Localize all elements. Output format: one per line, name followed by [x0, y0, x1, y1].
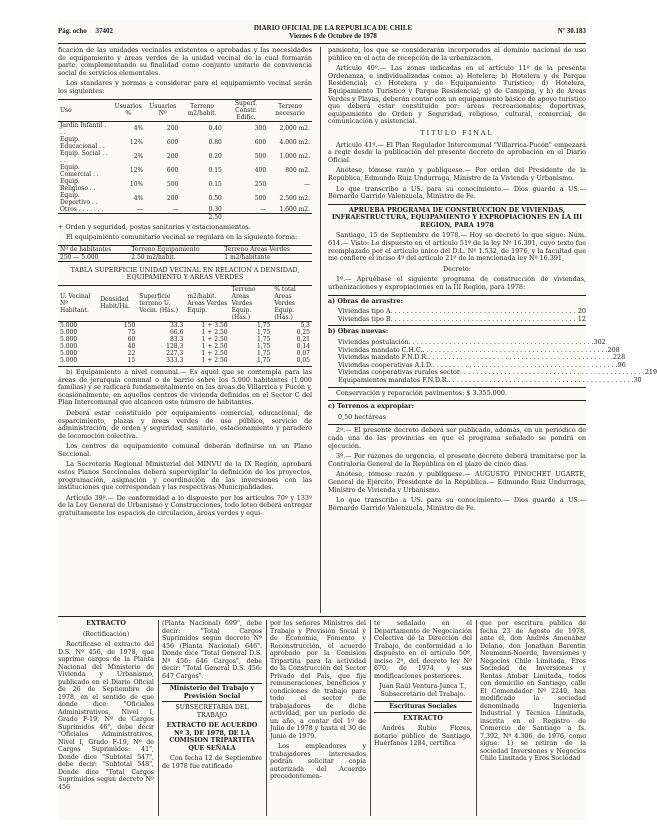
divider — [328, 204, 586, 205]
divider — [328, 424, 586, 425]
dot-leader: . . . . . . . . . . . . . . . . . . . . . . . . . . . . . . . . . . . . . . . . . . . . . . — [448, 375, 634, 384]
list-item-label: Viviendas cooperativas A.I.D. — [338, 360, 433, 369]
column-divider — [476, 620, 477, 816]
table-cell: 0,05 — [296, 356, 310, 364]
section-heading: Escrituras Sociales — [374, 701, 472, 713]
table-cell: 500 — [166, 181, 179, 189]
column-divider — [158, 620, 159, 816]
paragraph: b) Equipamiento a nivel comunal.— Es aquel que se contempla para las áreas de jerarquía comunal o de barrio sobre los 5.000 habitantes (1.000 familias) y se radicará fundamentalmente en las áreas de Villarrica y Pucón y, ocasionalmente, en aquellos centros de vivienda definidos en el Sector C del Plan Intercomunal que alcancen este número de habitantes. — [58, 367, 312, 407]
list-item-label: Viviendas cooperativas rurales sector — [338, 368, 460, 377]
divider — [328, 295, 586, 296]
paragraph: 1º.— Apruébase el siguiente programa de construcción de viviendas, urbanizaciones y expropiaciones en la III Región, para 1978: — [328, 275, 586, 292]
newspaper-page — [58, 20, 657, 820]
table-cell: 0,25 — [296, 328, 310, 336]
table-cell: 1.000 m2. — [279, 153, 310, 161]
list-item-value: 228 — [612, 353, 626, 362]
table-cell: 0.40 — [208, 125, 222, 133]
table-cell: 0.15 — [208, 167, 222, 175]
dot-leader: . . . . . . . . . . . . . . . . . . . . . . . . . . . . . . . . . . . . . . . . . . . . . . — [432, 360, 618, 369]
table-total-row: 2.50 — [58, 213, 312, 221]
ministry-heading: Ministerio del Trabajo y Previsión Social — [162, 683, 262, 702]
column-divider — [266, 620, 267, 816]
extract-title: EXTRACTO DE ACUERDO Nº 3, DE 1978, DE LA COMISION TRIPARTITA QUE SEÑALA — [166, 722, 258, 752]
table-cell: 500 — [254, 153, 267, 161]
paragraph: Artículo 40º.— Las zonas indicadas en el artículo 11º de la presente Ordenanza, e individualizadas como: a) Hotelera; b) Hotelera y de Parque Residencial; c) Hotelera y de Equipamiento Turístico; d) Hotelera, Equipamiento Turístico y Parque Residencial; g) de Camping, y h) de Areas Verdes y Playas, deberán contar con un equipamiento básico de apoyo turístico que deberá estar constituido por: áreas recreacionales; deportivas, equipamiento de Orden y Seguridad, religioso, cultural, comercial, de comunicación y asistencial. — [328, 64, 586, 126]
bottom-column-1 — [58, 620, 154, 816]
table-cell: — — [172, 205, 179, 213]
table-cell: Equip. Educacional . . — [60, 135, 105, 150]
table-cell: Equip. Comercial . . — [60, 163, 99, 178]
table-cell: 1,75 — [256, 328, 271, 336]
table-cell: 15 — [127, 356, 136, 364]
table-cell: 1,75 — [256, 335, 271, 343]
table-cell: 1 + 3.50 — [201, 321, 228, 329]
table-cell: — — [304, 181, 310, 189]
bottom-column-3 — [270, 620, 366, 816]
table-cell: 0.50 — [208, 195, 222, 203]
section-rule — [58, 616, 586, 617]
table-cell: 5.000 — [60, 335, 78, 343]
extract-title: EXTRACTO — [86, 620, 126, 627]
paragraph: Con fecha 12 de Septiembre de 1978 fue ratificado — [162, 755, 262, 770]
right-column — [328, 46, 657, 613]
table-cell: 2.500 m2. — [279, 195, 310, 203]
table-row — [58, 336, 312, 343]
table-row — [58, 357, 312, 364]
extract-subtitle: (Rectificación) — [82, 630, 130, 638]
table-cell: 0,21 — [296, 335, 310, 343]
table-cell: 5.000 — [60, 328, 78, 336]
table-cell: 5.000 — [60, 321, 78, 329]
list-item-label: Equipamientos mandatos F.N.D.R. — [338, 375, 449, 384]
paragraph: Santiago, 15 de Septiembre de 1978.— Hoy se decretó lo que sigue: Núm. 614.— Visto: Lo dispuesto en el artículo 51º de la ley Nº 16.391, cuyo texto fue reemplazado por el artículo único del D.L. Nº 1.532, de 1976, y la facultad que me confiere el inciso 4º del artículo 21º de la mencionada ley Nº 16.391, — [328, 231, 586, 263]
table-cell: 33.3 — [169, 321, 184, 329]
list-item-value: 30 — [633, 375, 642, 384]
equipment-standards-table — [58, 99, 312, 221]
table-cell: Equip. Social . . . . — [60, 149, 108, 164]
list-item — [338, 316, 586, 324]
table-cell: 250 — [254, 181, 267, 189]
density-table: U. Vecinal Nº Habitant. Densidad Habit/Há. Superficie terreno U. Vecin. (Hás.) m2/habit. Areas Verdes Equip. Terreno Areas Verdes Equip. (Hás.) % total Areas Verdes Equip. (Hás.) 5.000 150 33.3 1 + 3.50 1,75 5,3 5.000 75 66.6 1 + 2.50 1,75 0,25 5.000 60 83.3 1 + 2.50 1,75 0,21 5.000 40 128,3 1 + 2.50 1,75 0,14 5.000 22 227,3 1 + 2.50 1,75 0,07 5.000 15 333.3 1 + 2.50 1,75 0,05 — [60, 285, 310, 364]
table-cell: 1,75 — [256, 321, 271, 329]
table-cell: 128,3 — [166, 342, 184, 350]
list-item-value: 12 — [577, 314, 586, 323]
table-cell: 200 — [166, 153, 179, 161]
subheading: SUBSECRETARIA DEL TRABAJO — [175, 704, 249, 719]
paragraph: El equipamiento comunitario vecinal se regulará en la siguiente forma: — [66, 233, 298, 242]
table-cell: 83.3 — [169, 335, 184, 343]
list-item-label: Viviendas postulación — [338, 338, 409, 346]
dot-leader: . . . . . . . . . . . . . . . . . . . . . . . . . . . . . . . . . . . . . . . . . . . . . . — [459, 368, 645, 377]
table-cell: 75 — [127, 328, 136, 336]
table-cell: 0.30 — [208, 205, 222, 213]
table-row — [58, 178, 312, 192]
list-item-value: 219 — [644, 368, 657, 377]
table-row — [58, 192, 312, 206]
table-cell: 5.000 — [60, 342, 78, 350]
table-cell: — — [137, 205, 144, 213]
paragraph: Conservación y reparación pavimentos: $ 3.355.000. — [336, 388, 507, 397]
table-cell: 1 + 2.50 — [201, 342, 228, 350]
list-heading: c) Terrenos a expropiar: — [328, 402, 414, 411]
table-cell: 333.3 — [166, 356, 184, 364]
table-cell: 1 + 2.50 — [201, 349, 228, 357]
table-cell: 0,07 — [296, 349, 310, 357]
paragraph: te señalado en el Departamento de Negociación Colectiva de la Dirección del Trabajo, de conformidad a lo dispuesto en el artículo 50º, inciso 2º, del decreto ley Nº 670, de 1974, y sus modificaciones posteriores. — [374, 620, 472, 680]
table-cell: Equip. Religioso . . — [60, 177, 96, 192]
table-row — [58, 206, 312, 214]
paragraph: Los centros de equipamiento comunal deberán definirse en un Plano Seccional. — [58, 442, 312, 458]
table-cell: 800 m2. — [285, 167, 310, 175]
list-item-label: Viviendas mandato C.H.C. — [338, 345, 423, 354]
divider — [328, 400, 586, 401]
table-cell: 5.000 — [60, 349, 78, 357]
table-cell: 200 — [166, 125, 179, 133]
list-item-label: Viviendas mandato F.N.D.R. — [338, 353, 429, 362]
paragraph: Artículo 39º.— De conformidad a lo dispuesto por los artículos 70º y 133º de la Ley General de Urbanismo y Construcciones, todo loteo deberá entregar gratuitamente los espacios de circulación, áreas verdes y equi- — [58, 493, 313, 518]
table-cell: 500 — [254, 195, 267, 203]
table-row — [58, 321, 312, 329]
dot-leader: . . . . . . . . . . . . . . . . . . . . . . . . . . . . . . . . . . . . . . . . . . . . . . — [390, 307, 576, 316]
extract-title: EXTRACTO — [403, 714, 443, 722]
paragraph: 0,50 hectáreas — [338, 412, 387, 421]
table-cell: 150 — [123, 321, 136, 329]
table-cell: 4% — [133, 125, 144, 133]
issue-number: Nº 30.183 — [557, 27, 586, 35]
paragraph: Andrés Rubio Flores, notario público de Santiago, Huérfanos 1284, certifica — [374, 725, 472, 747]
list-item-value: 96 — [617, 360, 626, 369]
table-cell: 22 — [127, 349, 136, 357]
table-row — [58, 350, 312, 357]
table-cell: 600 — [254, 139, 267, 147]
table-cell: 0.80 — [208, 139, 222, 147]
left-column — [58, 47, 312, 613]
column-divider — [320, 47, 321, 613]
dot-leader: . . . . . . . . . . . . . . . . . . . . . . . . . . . . . . . . . . . . . . . . . . . . . . — [428, 353, 613, 362]
paragraph: ficación de las unidades vecinales existentes o aprobadas y las necesidades de equipamiento y áreas verdes de la unidad vecinal de la cual formarán parte, complementando su finalidad como conjunto unitario de convivencia social de servicios elementales. — [58, 46, 312, 77]
table-cell: 1,75 — [256, 342, 271, 350]
section-heading: TITULO FINAL — [420, 128, 494, 137]
table-cell: 600 — [166, 167, 179, 175]
list-item-label: Viviendas tipo A — [338, 307, 391, 316]
note: + Orden y seguridad, postas sanitarias y estacionamientos. — [58, 222, 251, 231]
header-rule — [58, 43, 586, 44]
table-row — [58, 121, 312, 136]
list-heading: b) Obras nuevas: — [328, 327, 389, 336]
paragraph: Artículo 41º.— El Plan Regulador Intercomunal "Villarrica-Pucón" empezará a regir desde la publicación del presente decreto de aprobación en el Diario Oficial. — [328, 140, 586, 164]
table-cell: 2% — [133, 153, 144, 161]
dot-leader: . . . . . . . . . . . . . . . . . . . . . . . . . . . . . . . . . . . . . . . . . . . . . . — [408, 338, 594, 346]
publication-title: DIARIO OFICIAL DE LA REPUBLICA DE CHILE Viernes 6 de Octubre de 1978 — [218, 24, 448, 40]
paragraph: por los señores Ministros del Trabajo y Previsión Social y de Economía, Fomento y Reconstrucción, el acuerdo aprobado por la Comisión Tripartita para la actividad de la Construcción del Sector Privado del País, que fija remuneraciones, beneficios y condiciones de trabajo para todo el sector de trabajadores de dicha actividad, por un período de un año, a contar del 1º de Julio de 1978 y hasta el 30 de Junio de 1979. — [270, 620, 366, 740]
signature: Juan Raúl Ventura-Junca T., Subsecretario del Trabajo. — [379, 683, 467, 698]
table-cell: 5.000 — [60, 356, 78, 364]
table-cell: 5,3 — [300, 321, 310, 329]
bottom-column-5 — [480, 620, 586, 816]
paragraph: La Secretaría Regional Ministerial del MINVU de la IX Región, aprobará estos Planos Seccionales deberá supervigilar la definición de los proyectos, programación, asignación y coordinación de las inversiones con las instituciones que correspondan y las respectivas Municipalidades. — [58, 460, 312, 492]
table-cell: 400 — [254, 167, 267, 175]
community-equipment-table: Nº de habitantes Terreno Equipamiento Terreno Areas Verdes 250 — 5.000 2.50 m2/habit. 1 m2/habitante — [58, 245, 312, 262]
table-header-row: Uso Usuarios % Usuarios Nº Terreno m2/habit. Superf. Constr. Edific. Terreno necesario — [58, 99, 312, 121]
paragraph: pamiento, los que se considerarán incorporados al dominio nacional de uso público en el acta de recepción de la urbanización. — [328, 46, 586, 62]
paragraph: Deberá estar constituido por equipamiento comercial, educacional, de esparcimiento, plazas y áreas verdes de uso público, servicio de administración, de orden y seguridad, sanitario, estacionamiento y paradero de locomoción colectiva. — [58, 408, 312, 440]
table-cell: 1.600 m2. — [279, 205, 310, 213]
dot-leader: . . . . . . . . . . . . . . . . . . . . . . . . . . . . . . . . . . . . . . . . . . . . . . — [422, 345, 608, 354]
list-item-value: 208 — [607, 345, 620, 354]
table-row — [58, 343, 312, 350]
bottom-column-4 — [374, 620, 472, 816]
table-row — [58, 150, 312, 164]
paragraph: Los empleadores y trabajadores interesados podrán solicitar copia autorizada del Acuerdo precedentemen- — [270, 743, 366, 780]
dot-leader: . . . . . . . . . . . . . . . . . . . . . . . . . . . . . . . . . . . . . . . . . . . . . . — [390, 314, 576, 323]
paragraph: Lo que transcribo a US. para su conocimiento.— Dios guarde a US.— Bernardo Garrido Valenzuela, Ministro de Fe. — [328, 184, 586, 201]
table-cell: 10% — [129, 181, 144, 189]
table-cell: 1 + 2.50 — [201, 335, 228, 343]
table-row — [58, 164, 312, 178]
paragraph: 3º.— Por razones de urgencia, el presente decreto deberá tramitarse por la Contraloría General de la República en el plazo de cinco días. — [328, 452, 586, 468]
list-item — [338, 375, 642, 385]
table-cell: 12% — [129, 167, 144, 175]
table-cell: 12% — [129, 139, 144, 147]
divider — [58, 366, 312, 367]
table-cell: 60 — [127, 335, 136, 343]
list-item-label: Viviendas tipo B — [338, 314, 391, 323]
table-cell: 66.6 — [169, 328, 184, 336]
table-cell: 300 — [254, 125, 267, 133]
table-cell: Equip. Deportivo . . — [60, 191, 98, 206]
paragraph: Lo que transcribo a US. para su conocimiento.— Dios guarde a US.— Bernardo Garrido Valenzuela, Ministro de Fe. — [328, 496, 586, 512]
page-header — [58, 24, 586, 42]
table-cell: 0.15 — [208, 181, 222, 189]
table-cell: 4.000 m2. — [279, 139, 310, 147]
paragraph: Rectificase el extracto del D.S. Nº 456, de 1978, que suprime cargos de la Planta Nacional del Ministerio de Vivienda y Urbanismo, publicado en el Diario Oficial de 26 de Septiembre de 1978, en el sentido de que donde dice: "Oficiales Administrativos, Nivel I, Grado F-19, Nº de Cargos Suprimidos 46", debe decir "Oficiales Administrativos, Nivel I, Grado F-19, Nº de Cargos Suprimidos: 41", Donde dice "Subtotal 547", debe decir: "Subtotal 548", Donde dice "Total Cargos Suprimidos según decreto Nº 456 — [58, 641, 154, 791]
table-cell: — — [260, 205, 267, 213]
paragraph: Anótese, tómese razón y publíquese.— AUGUSTO PINOCHET UGARTE, General de Ejército, Presidente de la República.— Edmundo Ruiz Undurraga, Ministro de Vivienda y Urbanismo. — [328, 470, 586, 494]
table-cell: 2.000 m2. — [279, 125, 310, 133]
list-item-value: 302 — [593, 338, 606, 346]
list-heading: a) Obras de arrastre: — [328, 296, 403, 305]
list-item-value: 20 — [577, 307, 586, 316]
bottom-column-2 — [162, 620, 262, 816]
table-cell: 0,14 — [296, 342, 310, 350]
table-cell: 4% — [133, 195, 144, 203]
table-cell: 1 + 2.50 — [201, 328, 228, 336]
table-cell: 227,3 — [166, 349, 184, 357]
table-cell: 0.20 — [208, 153, 222, 161]
issue-date: Viernes 6 de Octubre de 1978 — [289, 32, 377, 40]
table-row — [58, 329, 312, 336]
divider — [328, 387, 586, 388]
table-cell: 200 — [166, 195, 179, 203]
table-cell: 1,75 — [256, 349, 271, 357]
decree-heading: APRUEBA PROGRAMA DE CONSTRUCCION DE VIVIENDAS, INFRAESTRUCTURA, EQUIPAMIENTO Y EXPROPIACIONES EN LA III REGION, PARA 1978 — [331, 205, 583, 229]
paragraph: que por escritura pública de fecha 23 de Agosto de 1978, ante él, don Andrés Amenábar Delano, don Jonathan Barentin Neumann-Noerde, Inversiones y Negocios Chile Limitada, Eros Sociedad de Inversiones y Rentas Ambar Limitada, todos con domicilio en Santiago, calle El Comendador Nº 2240, han modificado la sociedad denominada Ingeniería Industrial y Técnica Limitada, inscrita en el Registro de Comercio de Santiago a fs. 7.392, Nº 4.306, de 1976, como sigue: 1) se retiran de la sociedad Inversiones y Negocios Chile Limitada y Eros Sociedad — [480, 620, 586, 762]
table-row — [58, 136, 312, 150]
table-cell: Otros . . . . . . . — [60, 205, 104, 213]
column-divider — [370, 620, 371, 816]
table-cell: Jardín Infantil . . . — [60, 121, 107, 136]
table-cell: 1 + 2.50 — [201, 356, 228, 364]
table-cell: 600 — [166, 139, 179, 147]
paragraph: 2º.— El presente decreto deberá ser publicado, además, en un periódico de cada una de las provincias en que el programa señalado se pondrá en ejecución. — [328, 426, 586, 450]
divider — [328, 325, 586, 326]
table-cell: 40 — [127, 342, 136, 350]
paragraph: Anótese, tómese razón y publíquese.— Por orden del Presidente de la República, Edmundo Ruiz Undurraga, Ministro de la Vivienda y Urbanismo. — [328, 166, 586, 182]
table-title: TABLA SUPERFICIE UNIDAD VECINAL EN RELACION A DENSIDAD, EQUIPAMIENTO Y AREAS VERDES — [70, 265, 300, 282]
page-number: Pág. ocho 37402 — [58, 27, 114, 35]
paragraph: (Planta Nacional) 699", debe decir: "Total Cargos Suprimidos según decreto Nº 456 (Planta Nacional) 646". Donde dice "Total General D.S. Nº 456: 646 Cargos", debe decir: "Total General D.S. 456: 647 Cargos". — [162, 620, 262, 680]
paragraph: Los standares y normas a considerar para el equipamiento vecinal serán los siguientes: — [58, 79, 312, 95]
table-cell: 1,75 — [256, 356, 271, 364]
decree-label: Decreto: — [443, 264, 471, 273]
